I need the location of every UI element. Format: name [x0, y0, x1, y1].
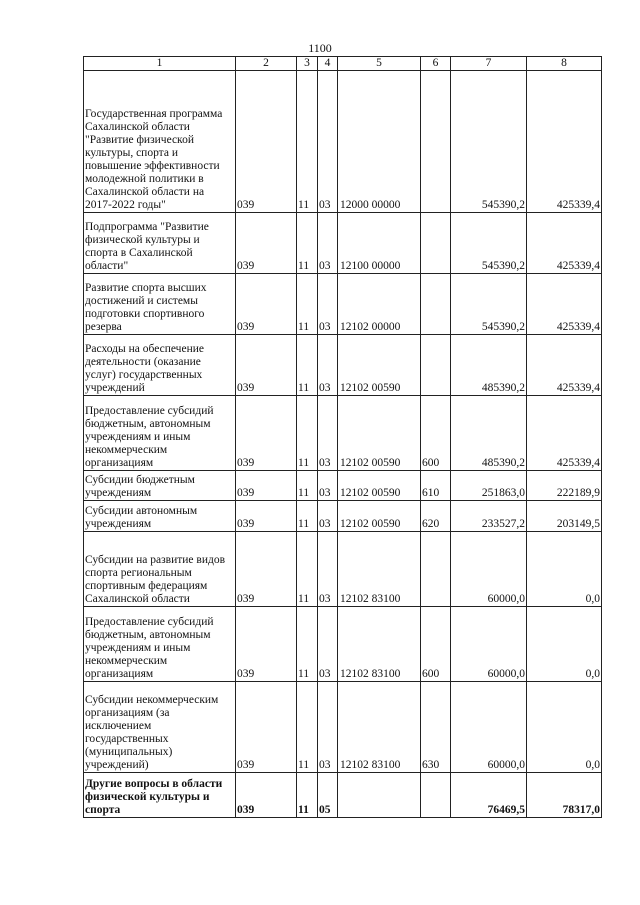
- ministry-code: 039: [236, 213, 297, 274]
- amount-year-2: 425339,4: [527, 274, 602, 335]
- table-row: [84, 532, 602, 607]
- expense-type: [421, 773, 451, 818]
- amount-year-2: 0,0: [527, 607, 602, 682]
- target-article: [338, 773, 421, 818]
- amount-year-1: 233527,2: [451, 501, 527, 532]
- subsection-code: 03: [318, 682, 338, 773]
- amount-year-2: 425339,4: [527, 213, 602, 274]
- amount-year-2: 78317,0: [527, 773, 602, 818]
- row-name: Предоставление субсидий бюджетным, автономным учреждениям и иным некоммерческим организациям: [84, 396, 236, 471]
- amount-year-2: 0,0: [527, 532, 602, 607]
- section-code: 11: [297, 335, 318, 396]
- section-code: 11: [297, 682, 318, 773]
- expense-type: [421, 71, 451, 213]
- amount-year-1: 485390,2: [451, 396, 527, 471]
- subsection-code: 03: [318, 607, 338, 682]
- target-article: 12000 00000: [338, 71, 421, 213]
- row-name: Субсидии автономным учреждениям: [84, 501, 236, 532]
- section-code: 11: [297, 274, 318, 335]
- table-row: [84, 773, 602, 818]
- section-code: 11: [297, 501, 318, 532]
- amount-year-1: 545390,2: [451, 213, 527, 274]
- section-code: 11: [297, 532, 318, 607]
- table-row: [84, 274, 602, 335]
- table-row: [84, 501, 602, 532]
- table-row: [84, 71, 602, 213]
- amount-year-1: 60000,0: [451, 532, 527, 607]
- section-code: 11: [297, 773, 318, 818]
- table-row: [84, 471, 602, 501]
- table-row: [84, 213, 602, 274]
- amount-year-1: 60000,0: [451, 607, 527, 682]
- amount-year-2: 425339,4: [527, 71, 602, 213]
- target-article: 12102 00590: [338, 396, 421, 471]
- ministry-code: 039: [236, 773, 297, 818]
- target-article: 12102 83100: [338, 682, 421, 773]
- target-article: 12100 00000: [338, 213, 421, 274]
- target-article: 12102 83100: [338, 532, 421, 607]
- table-row: [84, 335, 602, 396]
- ministry-code: 039: [236, 71, 297, 213]
- amount-year-1: 545390,2: [451, 274, 527, 335]
- column-header: 5: [338, 57, 421, 71]
- table-row: [84, 607, 602, 682]
- ministry-code: 039: [236, 471, 297, 501]
- amount-year-1: 485390,2: [451, 335, 527, 396]
- section-code: 11: [297, 607, 318, 682]
- expense-type: [421, 335, 451, 396]
- row-name: Субсидии на развитие видов спорта региональным спортивным федерациям Сахалинской области: [84, 532, 236, 607]
- column-header: 7: [451, 57, 527, 71]
- amount-year-1: 60000,0: [451, 682, 527, 773]
- amount-year-2: 222189,9: [527, 471, 602, 501]
- row-name: Субсидии бюджетным учреждениям: [84, 471, 236, 501]
- subsection-code: 03: [318, 471, 338, 501]
- column-header: 1: [84, 57, 236, 71]
- subsection-code: 05: [318, 773, 338, 818]
- ministry-code: 039: [236, 607, 297, 682]
- amount-year-1: 545390,2: [451, 71, 527, 213]
- ministry-code: 039: [236, 532, 297, 607]
- section-code: 11: [297, 71, 318, 213]
- row-name: Субсидии некоммерческим организациям (за исключением государственных (муниципальных) учреждений): [84, 682, 236, 773]
- amount-year-1: 76469,5: [451, 773, 527, 818]
- expense-type: [421, 532, 451, 607]
- expense-type: [421, 213, 451, 274]
- expense-type: 620: [421, 501, 451, 532]
- ministry-code: 039: [236, 682, 297, 773]
- subsection-code: 03: [318, 71, 338, 213]
- amount-year-2: 425339,4: [527, 335, 602, 396]
- section-code: 11: [297, 471, 318, 501]
- subsection-code: 03: [318, 501, 338, 532]
- ministry-code: 039: [236, 396, 297, 471]
- ministry-code: 039: [236, 274, 297, 335]
- target-article: 12102 00590: [338, 471, 421, 501]
- amount-year-2: 425339,4: [527, 396, 602, 471]
- target-article: 12102 00590: [338, 335, 421, 396]
- row-name: Подпрограмма "Развитие физической культуры и спорта в Сахалинской области": [84, 213, 236, 274]
- expense-type: 610: [421, 471, 451, 501]
- column-header: 4: [318, 57, 338, 71]
- expense-type: [421, 274, 451, 335]
- row-name: Другие вопросы в области физической культуры и спорта: [84, 773, 236, 818]
- subsection-code: 03: [318, 274, 338, 335]
- subsection-code: 03: [318, 396, 338, 471]
- amount-year-2: 0,0: [527, 682, 602, 773]
- budget-table: [83, 56, 602, 818]
- column-header: 6: [421, 57, 451, 71]
- column-header: 2: [236, 57, 297, 71]
- expense-type: 630: [421, 682, 451, 773]
- expense-type: 600: [421, 396, 451, 471]
- row-name: Развитие спорта высших достижений и системы подготовки спортивного резерва: [84, 274, 236, 335]
- expense-type: 600: [421, 607, 451, 682]
- column-header: 8: [527, 57, 602, 71]
- row-name: Расходы на обеспечение деятельности (оказание услуг) государственных учреждений: [84, 335, 236, 396]
- amount-year-2: 203149,5: [527, 501, 602, 532]
- target-article: 12102 00590: [338, 501, 421, 532]
- row-name: Предоставление субсидий бюджетным, автономным учреждениям и иным некоммерческим организациям: [84, 607, 236, 682]
- ministry-code: 039: [236, 501, 297, 532]
- target-article: 12102 83100: [338, 607, 421, 682]
- table-row: [84, 396, 602, 471]
- subsection-code: 03: [318, 532, 338, 607]
- target-article: 12102 00000: [338, 274, 421, 335]
- page-number: 1100: [308, 41, 332, 55]
- subsection-code: 03: [318, 213, 338, 274]
- ministry-code: 039: [236, 335, 297, 396]
- table-row: [84, 682, 602, 773]
- subsection-code: 03: [318, 335, 338, 396]
- row-name: Государственная программа Сахалинской области "Развитие физической культуры, спорта и повышение эффективности молодежной политики в Сахалинской области на 2017-2022 годы": [84, 71, 236, 213]
- column-header: 3: [297, 57, 318, 71]
- amount-year-1: 251863,0: [451, 471, 527, 501]
- table-header-row: [84, 57, 602, 71]
- section-code: 11: [297, 396, 318, 471]
- section-code: 11: [297, 213, 318, 274]
